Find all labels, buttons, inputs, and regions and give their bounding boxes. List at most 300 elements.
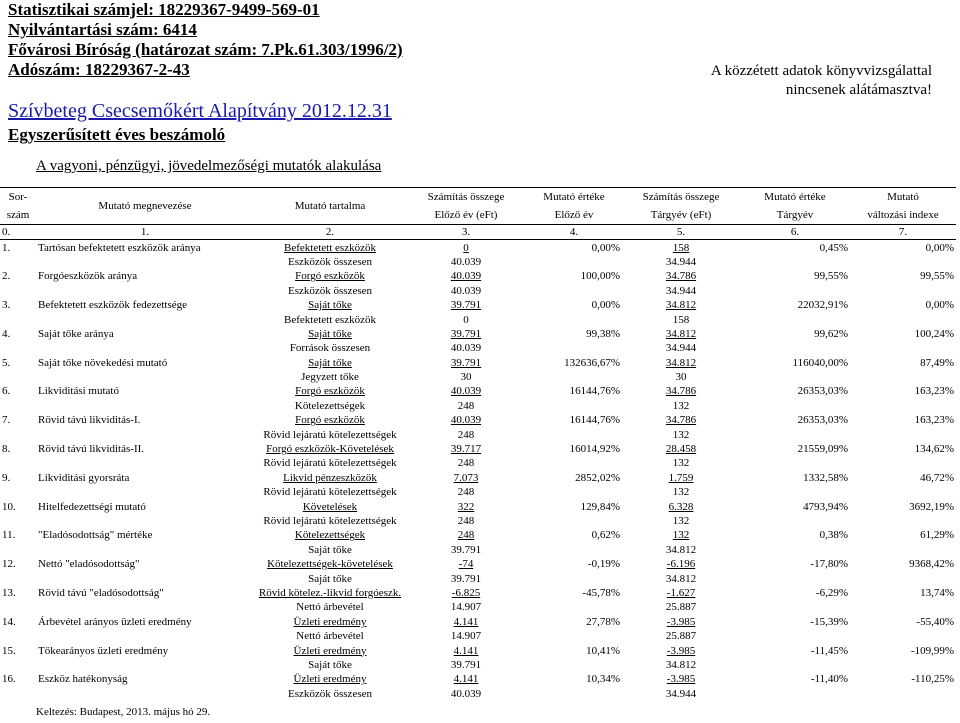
numerator-label: Üzleti eredmény <box>293 615 367 628</box>
row-number-blank <box>0 687 36 701</box>
prev-denominator: 248 <box>457 399 475 412</box>
prev-value-blank <box>526 571 622 585</box>
change-index-blank <box>850 370 956 384</box>
row-number-blank <box>0 312 36 326</box>
change-index: -55,40% <box>916 615 954 628</box>
denominator-label: Nettó árbevétel <box>296 601 364 614</box>
prev-denominator: 248 <box>457 486 475 499</box>
prev-value: 16144,76% <box>569 414 620 427</box>
prev-numerator: 39.791 <box>450 327 482 340</box>
curr-value: 0,38% <box>819 529 848 542</box>
row-number-blank <box>0 571 36 585</box>
row-number-blank <box>0 284 36 298</box>
numerator-label: Rövid kötelez.-likvid forgóeszk. <box>258 586 402 599</box>
prev-value-blank <box>526 600 622 614</box>
numerator-label: Üzleti eredmény <box>293 673 367 686</box>
change-index: -110,25% <box>911 673 954 686</box>
curr-numerator: 34.812 <box>665 299 697 312</box>
row-number-blank <box>0 456 36 470</box>
prev-value-blank <box>526 427 622 441</box>
numerator-label: Forgó eszközök <box>295 270 365 283</box>
table-row <box>0 298 956 312</box>
change-index: 134,62% <box>914 443 954 456</box>
col-header-prev-value-2: Előző év <box>554 209 594 221</box>
row-number: 12. <box>2 558 16 571</box>
indicator-name: Rövid távú likviditás-I. <box>38 414 141 427</box>
numerator-label: Üzleti eredmény <box>293 644 367 657</box>
curr-denominator: 132 <box>672 399 690 412</box>
table-row <box>0 442 956 456</box>
row-number-blank <box>0 658 36 672</box>
curr-denominator: 34.812 <box>665 543 697 556</box>
numerator-label: Saját tőke <box>308 327 352 340</box>
table-row <box>0 615 956 629</box>
row-number-blank <box>0 514 36 528</box>
row-number: 6. <box>2 385 11 398</box>
prev-value-blank <box>526 629 622 643</box>
col-header-index-2: változási indexe <box>867 209 939 221</box>
registration-number: Nyilvántartási szám: 6414 <box>8 20 197 39</box>
col-header-prev-amount-2: Előző év (eFt) <box>434 209 498 221</box>
curr-value: -11,45% <box>810 644 848 657</box>
col-num: 6. <box>740 225 850 240</box>
prev-numerator: 4.141 <box>453 615 479 628</box>
row-number: 7. <box>2 414 11 427</box>
indicator-name: Tartósan befektetett eszközök aránya <box>36 240 254 255</box>
table-row <box>0 672 956 686</box>
prev-value: -0,19% <box>587 558 620 571</box>
denominator-label: Kötelezettségek <box>294 399 366 412</box>
prev-denominator: 39.791 <box>450 543 482 556</box>
curr-value: 26353,03% <box>797 414 848 427</box>
change-index-blank <box>850 543 956 557</box>
curr-denominator: 25.887 <box>665 601 697 614</box>
curr-denominator: 34.944 <box>665 342 697 355</box>
numerator-label: Kötelezettségek-követelések <box>267 558 393 571</box>
indicator-name: Árbevétel arányos üzleti eredmény <box>38 615 192 628</box>
row-number: 3. <box>2 299 11 312</box>
indicator-name: Eszköz hatékonyság <box>38 673 128 686</box>
curr-denominator: 132 <box>672 486 690 499</box>
change-index: 3692,19% <box>909 500 954 513</box>
table-row <box>0 499 956 513</box>
curr-numerator: -6.196 <box>666 558 696 571</box>
prev-numerator: 7.073 <box>453 471 479 484</box>
col-header-curr-amount: Számítás összege <box>622 188 740 207</box>
numerator-label: Befektetett eszközök <box>254 240 406 255</box>
curr-numerator: 34.786 <box>665 385 697 398</box>
audit-note-line2: nincsenek alátámasztva! <box>785 82 932 98</box>
curr-value: -17,80% <box>810 558 848 571</box>
curr-value-blank <box>740 571 850 585</box>
indicator-name: Nettó "eladósodottság" <box>38 558 140 571</box>
table-subtitle: A vagyoni, pénzügyi, jövedelmezőségi mutatók alakulása <box>36 158 382 174</box>
change-index: 163,23% <box>914 385 954 398</box>
denominator-label: Eszközök összesen <box>287 687 372 700</box>
curr-denominator: 132 <box>672 428 690 441</box>
denominator-label: Eszközök összesen <box>287 284 372 297</box>
curr-value: -6,29% <box>815 586 848 599</box>
denominator-label: Saját tőke <box>308 658 352 671</box>
curr-denominator: 34.944 <box>665 255 697 268</box>
denominator-label: Rövid lejáratú kötelezettségek <box>263 486 397 499</box>
curr-value-blank <box>740 687 850 701</box>
prev-value-blank <box>526 255 622 269</box>
table-row <box>0 284 956 298</box>
change-index: 163,23% <box>914 414 954 427</box>
audit-note <box>632 62 932 100</box>
prev-numerator: 248 <box>457 529 475 542</box>
curr-value: -11,40% <box>810 673 848 686</box>
curr-value-blank <box>740 485 850 499</box>
prev-denominator: 248 <box>457 428 475 441</box>
col-num: 3. <box>406 225 526 240</box>
prev-value: 27,78% <box>586 615 620 628</box>
curr-numerator: 158 <box>622 240 740 255</box>
change-index-blank <box>850 399 956 413</box>
prev-denominator: 248 <box>457 457 475 470</box>
numerator-label: Saját tőke <box>308 299 352 312</box>
indicator-name: Saját tőke növekedési mutató <box>38 356 168 369</box>
curr-numerator: 6.328 <box>668 500 694 513</box>
prev-numerator: 40.039 <box>450 270 482 283</box>
table-row <box>0 586 956 600</box>
change-index-blank <box>850 284 956 298</box>
prev-numerator: 4.141 <box>453 673 479 686</box>
prev-denominator: 40.039 <box>450 687 482 700</box>
curr-value: 26353,03% <box>797 385 848 398</box>
curr-value: -15,39% <box>810 615 848 628</box>
table-row <box>0 643 956 657</box>
row-number: 4. <box>2 327 11 340</box>
table-row <box>0 312 956 326</box>
change-index-blank <box>850 658 956 672</box>
row-number-blank <box>0 600 36 614</box>
prev-numerator: 322 <box>457 500 475 513</box>
date-place: Keltezés: Budapest, 2013. május hó 29. <box>36 706 211 718</box>
indicator-name: Tőkearányos üzleti eredmény <box>38 644 169 657</box>
col-header-content: Mutató tartalma <box>254 188 406 225</box>
prev-value-blank <box>526 456 622 470</box>
report-title: Egyszerűsített éves beszámoló <box>8 125 226 144</box>
change-index-blank <box>850 571 956 585</box>
prev-denominator: 14.907 <box>450 630 482 643</box>
tax-number: Adószám: 18229367-2-43 <box>8 60 190 79</box>
col-header-index: Mutató <box>850 188 956 207</box>
change-index-blank <box>850 485 956 499</box>
prev-value: 0,62% <box>591 529 620 542</box>
change-index-blank <box>850 514 956 528</box>
indicator-name-blank <box>36 658 254 672</box>
change-index: 0,00% <box>850 240 956 255</box>
table-row <box>0 528 956 542</box>
prev-value-blank <box>526 514 622 528</box>
court-reference: Fővárosi Bíróság (határozat szám: 7.Pk.61.303/1996/2) <box>8 40 403 59</box>
curr-denominator: 132 <box>672 515 690 527</box>
indicator-name-blank <box>36 485 254 499</box>
indicator-name: Likviditási gyorsráta <box>38 471 130 484</box>
table-row <box>0 427 956 441</box>
curr-value-blank <box>740 514 850 528</box>
table-row <box>0 341 956 355</box>
prev-value: 10,41% <box>586 644 620 657</box>
row-number-blank <box>0 255 36 269</box>
change-index-blank <box>850 687 956 701</box>
table-row <box>0 413 956 427</box>
indicator-name-blank <box>36 456 254 470</box>
row-number-blank <box>0 543 36 557</box>
indicator-name: Likviditási mutató <box>38 385 119 398</box>
prev-numerator: -6.825 <box>451 586 481 599</box>
indicator-name-blank <box>36 370 254 384</box>
prev-value: 132636,67% <box>564 356 620 369</box>
indicator-name-blank <box>36 341 254 355</box>
indicator-name-blank <box>36 571 254 585</box>
table-row <box>0 356 956 370</box>
col-header-curr-value-2: Tárgyév <box>776 209 814 221</box>
prev-denominator: 40.039 <box>450 255 482 268</box>
row-number: 9. <box>2 471 11 484</box>
prev-value-blank <box>526 687 622 701</box>
curr-denominator: 34.812 <box>665 658 697 671</box>
prev-value-blank <box>526 284 622 298</box>
indicator-name: Rövid távú "eladósodottság" <box>38 586 164 599</box>
indicator-name-blank <box>36 514 254 528</box>
indicator-name: Rövid távú likviditás-II. <box>38 443 145 456</box>
col-header-name: Mutató megnevezése <box>36 188 254 225</box>
indicator-name-blank <box>36 687 254 701</box>
audit-note-line1: A közzétett adatok könyvvizsgálattal <box>710 63 932 79</box>
prev-numerator: 39.717 <box>450 443 482 456</box>
curr-numerator: -1.627 <box>666 586 696 599</box>
prev-value: -45,78% <box>582 586 620 599</box>
curr-numerator: 34.786 <box>665 414 697 427</box>
organization-name: Szívbeteg Csecsemőkért Alapítvány 2012.12.31 <box>8 100 392 122</box>
indicator-name: Forgóeszközök aránya <box>38 270 138 283</box>
col-num: 1. <box>36 225 254 240</box>
table-row <box>0 514 956 528</box>
curr-denominator: 34.944 <box>665 687 697 700</box>
curr-numerator: 1.759 <box>668 471 694 484</box>
change-index: 87,49% <box>920 356 954 369</box>
row-number: 10. <box>2 500 16 513</box>
curr-denominator: 34.812 <box>665 572 697 585</box>
indicator-name-blank <box>36 312 254 326</box>
table-row <box>0 255 956 269</box>
indicator-name-blank <box>36 399 254 413</box>
row-number-blank <box>0 485 36 499</box>
indicator-name-blank <box>36 543 254 557</box>
indicator-name: "Eladósodottság" mértéke <box>38 529 153 542</box>
table-row <box>0 658 956 672</box>
col-num: 5. <box>622 225 740 240</box>
curr-value-blank <box>740 629 850 643</box>
prev-value-blank <box>526 658 622 672</box>
table-row <box>0 370 956 384</box>
table-row <box>0 384 956 398</box>
curr-value-blank <box>740 456 850 470</box>
change-index-blank <box>850 456 956 470</box>
curr-numerator: 34.812 <box>665 327 697 340</box>
curr-value: 116040,00% <box>792 356 848 369</box>
prev-value: 100,00% <box>580 270 620 283</box>
row-number: 14. <box>2 615 16 628</box>
curr-value: 99,55% <box>814 270 848 283</box>
change-index: 46,72% <box>920 471 954 484</box>
row-number-blank <box>0 629 36 643</box>
prev-value: 2852,02% <box>575 471 620 484</box>
prev-value-blank <box>526 341 622 355</box>
change-index-blank <box>850 312 956 326</box>
numerator-label: Likvid pénzeszközök <box>283 471 377 484</box>
table-row <box>0 629 956 643</box>
curr-numerator: -3.985 <box>666 615 696 628</box>
curr-value-blank <box>740 399 850 413</box>
row-number-blank <box>0 341 36 355</box>
change-index: 0,00% <box>925 299 954 312</box>
prev-denominator: 39.791 <box>450 572 482 585</box>
table-row <box>0 543 956 557</box>
indicator-name-blank <box>36 427 254 441</box>
col-num: 2. <box>254 225 406 240</box>
prev-denominator: 39.791 <box>450 658 482 671</box>
curr-numerator: 34.786 <box>665 270 697 283</box>
row-number: 13. <box>2 586 16 599</box>
curr-denominator: 132 <box>672 457 690 470</box>
curr-value-blank <box>740 600 850 614</box>
prev-numerator: -74 <box>458 558 474 571</box>
denominator-label: Rövid lejáratú kötelezettségek <box>263 428 397 441</box>
numerator-label: Saját tőke <box>308 356 352 369</box>
table-row <box>0 399 956 413</box>
curr-value-blank <box>740 255 850 269</box>
numerator-label: Forgó eszközök <box>295 414 365 427</box>
col-header-curr-amount-2: Tárgyév (eFt) <box>650 209 712 221</box>
curr-denominator: 158 <box>672 313 690 326</box>
prev-value-blank <box>526 370 622 384</box>
prev-denominator: 40.039 <box>450 284 482 297</box>
row-number-blank <box>0 427 36 441</box>
table-row <box>0 571 956 585</box>
indicator-name: Befektetett eszközök fedezettsége <box>38 299 188 312</box>
change-index-blank <box>850 629 956 643</box>
curr-numerator: 132 <box>672 529 690 542</box>
prev-value: 16014,92% <box>569 443 620 456</box>
col-header-curr-value: Mutató értéke <box>740 188 850 207</box>
prev-value: 10,34% <box>586 673 620 686</box>
change-index: 9368,42% <box>909 558 954 571</box>
curr-denominator: 25.887 <box>665 630 697 643</box>
denominator-label: Saját tőke <box>308 572 352 585</box>
indicator-name-blank <box>36 284 254 298</box>
table-row <box>0 687 956 701</box>
prev-numerator: 39.791 <box>450 356 482 369</box>
change-index: 13,74% <box>920 586 954 599</box>
denominator-label: Rövid lejáratú kötelezettségek <box>263 457 397 470</box>
prev-value: 0,00% <box>526 240 622 255</box>
curr-value: 99,62% <box>814 327 848 340</box>
col-num: 0. <box>0 225 36 240</box>
curr-value-blank <box>740 341 850 355</box>
curr-value-blank <box>740 370 850 384</box>
prev-value: 99,38% <box>586 327 620 340</box>
row-number: 5. <box>2 356 11 369</box>
curr-value: 22032,91% <box>797 299 848 312</box>
curr-value-blank <box>740 284 850 298</box>
change-index-blank <box>850 341 956 355</box>
prev-value-blank <box>526 312 622 326</box>
numerator-label: Követelések <box>302 500 358 513</box>
prev-numerator: 39.791 <box>450 299 482 312</box>
indicator-name-blank <box>36 255 254 269</box>
curr-value-blank <box>740 312 850 326</box>
prev-value: 16144,76% <box>569 385 620 398</box>
prev-numerator: 4.141 <box>453 644 479 657</box>
table-row <box>0 471 956 485</box>
denominator-label: Források összesen <box>289 342 371 355</box>
row-number: 8. <box>2 443 11 456</box>
col-header-rownum-2: szám <box>6 209 30 221</box>
col-header-rownum: Sor- <box>0 188 36 207</box>
col-header-prev-value: Mutató értéke <box>526 188 622 207</box>
row-number-blank <box>0 399 36 413</box>
denominator-label: Befektetett eszközök <box>284 313 376 326</box>
col-num: 7. <box>850 225 956 240</box>
indicator-name: Hitelfedezettségi mutató <box>38 500 146 513</box>
table-row <box>0 557 956 571</box>
row-number: 15. <box>2 644 16 657</box>
row-number: 2. <box>2 270 11 283</box>
indicator-name-blank <box>36 629 254 643</box>
numerator-label: Forgó eszközök-Követelések <box>266 443 394 456</box>
prev-denominator: 40.039 <box>450 342 482 355</box>
curr-value-blank <box>740 658 850 672</box>
change-index-blank <box>850 255 956 269</box>
row-number: 1. <box>0 240 36 255</box>
curr-denominator: 34.944 <box>665 284 697 297</box>
numerator-label: Kötelezettségek <box>294 529 366 542</box>
change-index: 100,24% <box>914 327 954 340</box>
denominator-label: Saját tőke <box>308 543 352 556</box>
curr-numerator: -3.985 <box>666 673 696 686</box>
prev-value-blank <box>526 399 622 413</box>
change-index: 99,55% <box>920 270 954 283</box>
statistical-number: Statisztikai számjel: 18229367-9499-569-01 <box>8 0 320 19</box>
curr-numerator: 28.458 <box>665 443 697 456</box>
row-number: 11. <box>2 529 16 542</box>
prev-value-blank <box>526 485 622 499</box>
prev-value: 129,84% <box>580 500 620 513</box>
indicator-name: Saját tőke aránya <box>38 327 114 340</box>
prev-numerator: 40.039 <box>450 414 482 427</box>
curr-denominator: 30 <box>675 371 687 384</box>
indicators-table <box>0 187 956 701</box>
table-row <box>0 456 956 470</box>
curr-value: 1332,58% <box>803 471 848 484</box>
curr-numerator: -3.985 <box>666 644 696 657</box>
row-number: 16. <box>2 673 16 686</box>
prev-denominator: 30 <box>460 371 472 384</box>
denominator-label: Eszközök összesen <box>287 255 372 268</box>
curr-value: 4793,94% <box>803 500 848 513</box>
indicator-name-blank <box>36 600 254 614</box>
curr-value: 0,45% <box>740 240 850 255</box>
change-index-blank <box>850 600 956 614</box>
curr-numerator: 34.812 <box>665 356 697 369</box>
denominator-label: Jegyzett tőke <box>301 371 359 384</box>
table-row <box>0 269 956 283</box>
prev-value-blank <box>526 543 622 557</box>
